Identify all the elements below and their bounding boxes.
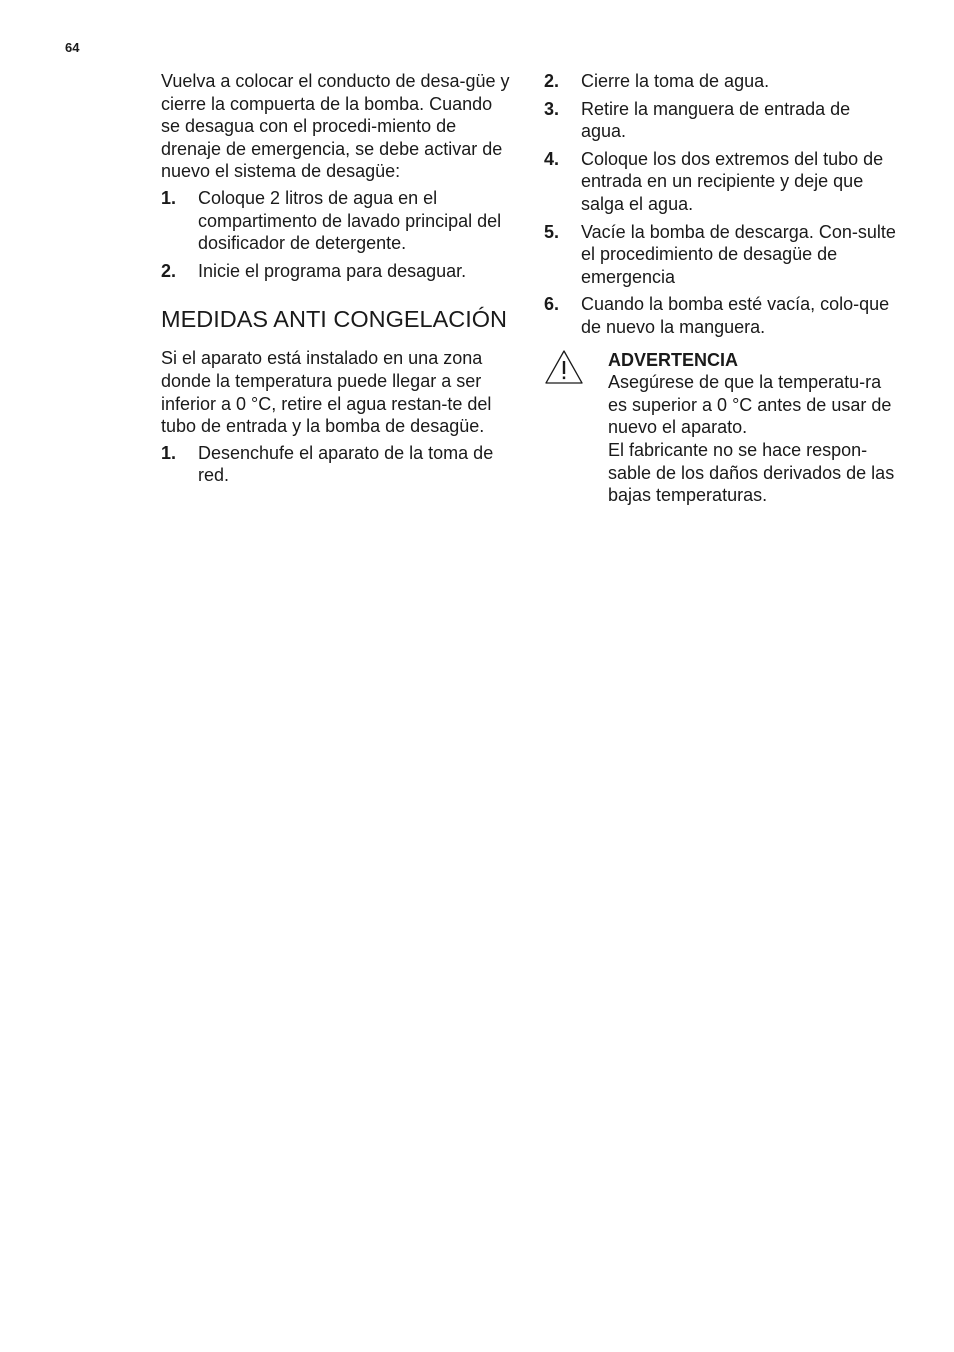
warning-box bbox=[544, 349, 899, 507]
list-item bbox=[544, 70, 899, 93]
warning-title: ADVERTENCIA bbox=[608, 349, 739, 370]
drain-steps-list bbox=[161, 187, 513, 282]
antifreeze-steps-list bbox=[161, 442, 513, 487]
left-column bbox=[161, 70, 513, 492]
step-number: 6. bbox=[544, 294, 560, 315]
continued-steps-list bbox=[544, 70, 899, 339]
step-number: 1. bbox=[161, 187, 177, 208]
step-text: Vacíe la bomba de descarga. Con-sulte el procedimiento de desagüe de emergencia bbox=[581, 221, 896, 287]
warning-text: Asegúrese de que la temperatu-ra es superior a 0 °C antes de usar de nuevo el aparato. bbox=[608, 372, 892, 438]
step-number: 1. bbox=[161, 442, 177, 463]
step-text: Coloque los dos extremos del tubo de entrada en un recipiente y deje que salga el agua. bbox=[581, 148, 884, 214]
list-item bbox=[161, 442, 513, 487]
step-text: Cuando la bomba esté vacía, colo-que de nuevo la manguera. bbox=[581, 294, 890, 337]
step-text: Inicie el programa para desaguar. bbox=[198, 260, 467, 281]
right-column bbox=[544, 70, 899, 507]
section-paragraph: Si el aparato está instalado en una zona donde la temperatura puede llegar a ser inferior a 0 °C, retire el agua restan-te del tubo de entrada y la bomba de desagüe. bbox=[161, 348, 492, 437]
step-text: Coloque 2 litros de agua en el compartimento de lavado principal del dosificador de detergente. bbox=[198, 187, 502, 254]
list-item bbox=[161, 260, 513, 283]
list-item bbox=[544, 293, 899, 338]
step-text: Cierre la toma de agua. bbox=[581, 71, 770, 91]
page-number: 64 bbox=[65, 40, 80, 55]
step-number: 5. bbox=[544, 221, 560, 242]
list-item bbox=[161, 187, 513, 255]
step-text: Desenchufe el aparato de la toma de red. bbox=[198, 442, 494, 486]
warning-text: El fabricante no se hace respon-sable de los daños derivados de las bajas temperaturas. bbox=[608, 439, 895, 506]
warning-triangle-icon bbox=[544, 349, 608, 507]
step-number: 3. bbox=[544, 98, 560, 119]
warning-body bbox=[608, 349, 899, 507]
list-item bbox=[544, 221, 899, 289]
list-item bbox=[544, 148, 899, 216]
step-number: 2. bbox=[544, 71, 560, 91]
list-item bbox=[544, 98, 899, 143]
step-number: 2. bbox=[161, 260, 177, 281]
intro-paragraph: Vuelva a colocar el conducto de desa-güe y cierre la compuerta de la bomba. Cuando se desagua con el procedi-miento de drenaje de emergencia, se debe activar de nuevo el sistema de desagüe: bbox=[161, 71, 510, 182]
step-number: 4. bbox=[544, 148, 560, 169]
section-heading: MEDIDAS ANTI CONGELACIÓN bbox=[161, 306, 508, 333]
step-text: Retire la manguera de entrada de agua. bbox=[581, 98, 851, 142]
